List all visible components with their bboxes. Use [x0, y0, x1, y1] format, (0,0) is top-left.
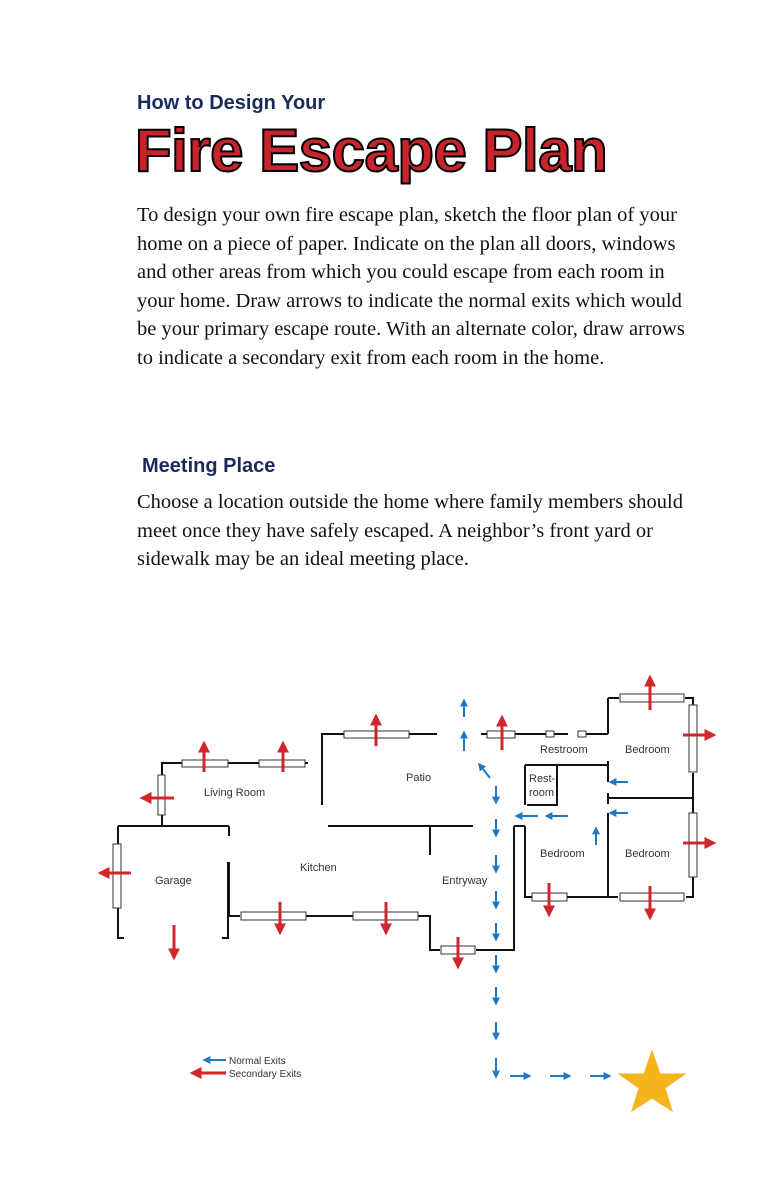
kicker-heading: How to Design Your: [137, 92, 326, 114]
room-label-patio: Patio: [406, 772, 432, 784]
legend-normal-exits: Normal Exits: [229, 1056, 286, 1067]
room-label-garage: Garage: [155, 875, 192, 887]
page-title: Fire Escape Plan: [135, 117, 608, 184]
room-label-kitchen: Kitchen: [300, 862, 337, 874]
secondary-exit-arrows: [100, 677, 714, 967]
meeting-place-paragraph: Choose a location outside the home where family members should meet once they have safely escaped. A neighbor’s front yard or sidewalk may be an ideal meeting place.: [137, 491, 683, 570]
room-label-restroom-top: Restroom: [540, 744, 588, 756]
exit-legend: [192, 1056, 301, 1080]
room-label-bedroom-top-right: Bedroom: [625, 744, 670, 756]
intro-paragraph: To design your own fire escape plan, sketch the floor plan of your home on a piece of paper. Indicate on the plan all doors, windows and other areas from which you could escape from each room in your home. Draw arrows to indicate the normal exits which would be your primary escape route. With an alternate color, draw arrows to indicate a secondary exit from each room in the home.: [137, 204, 685, 369]
star-icon: [619, 1051, 685, 1111]
normal-exit-arrows: [464, 700, 628, 1077]
room-label-bedroom-bottom-right: Bedroom: [625, 848, 670, 860]
room-label-bedroom-middle: Bedroom: [540, 848, 585, 860]
room-label-living-room: Living Room: [204, 787, 266, 799]
room-label-restroom-small-1: Rest-: [529, 773, 556, 785]
normal-exit-arrow: [479, 764, 490, 778]
room-label-entryway: Entryway: [442, 875, 488, 887]
legend-secondary-exits: Secondary Exits: [229, 1069, 302, 1080]
room-label-restroom-small-2: room: [529, 787, 555, 799]
floor-plan-windows: [113, 694, 697, 954]
meeting-place-heading: Meeting Place: [142, 455, 276, 477]
